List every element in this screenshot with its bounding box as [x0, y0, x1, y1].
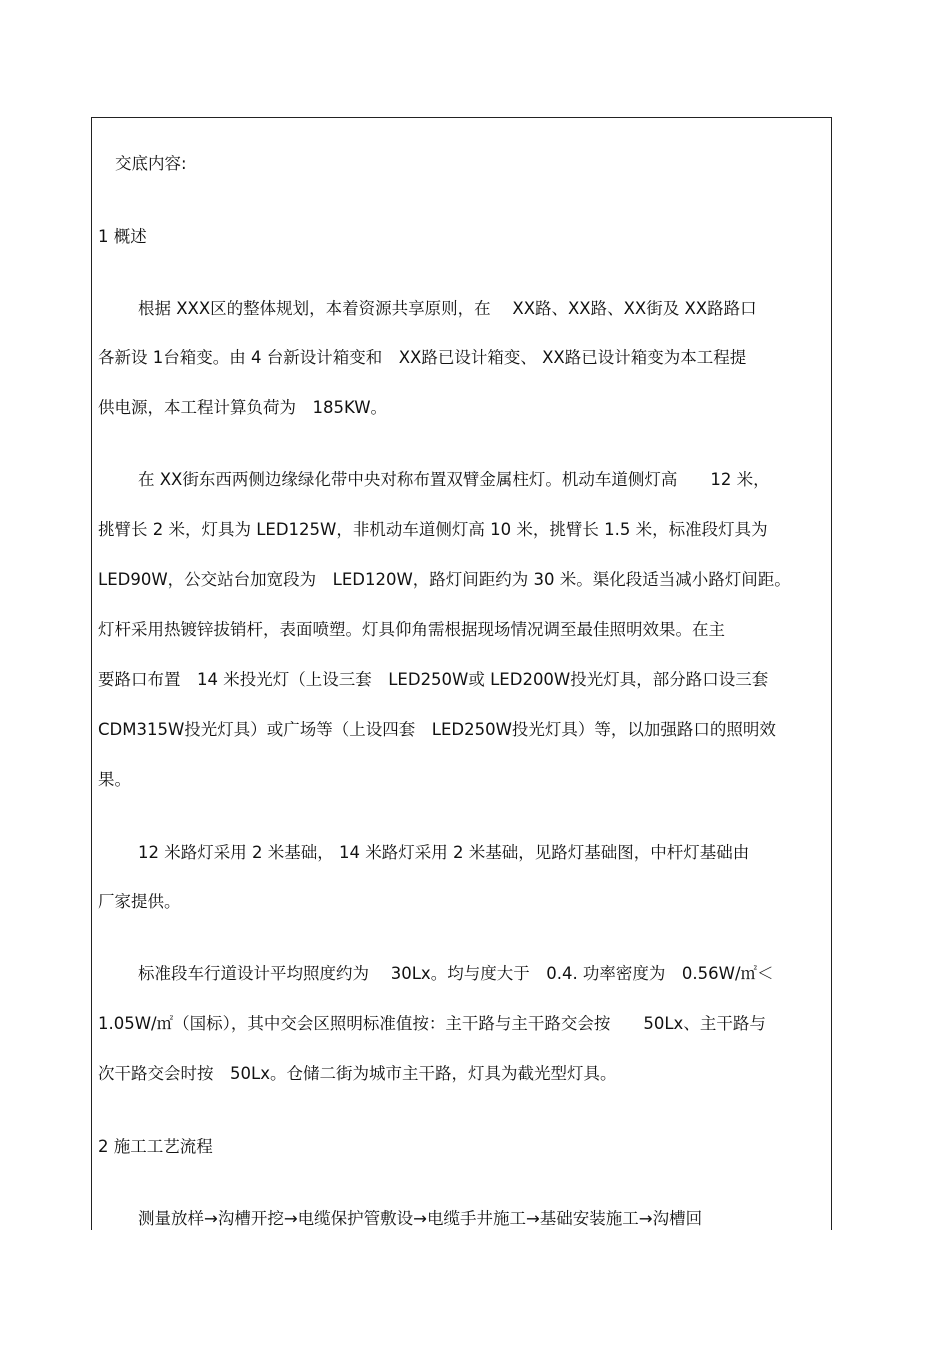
paragraph-line: 次干路交会时按 50Lx。仓储二街为城市主干路，灯具为截光型灯具。	[98, 1064, 617, 1083]
process-flow-line: 测量放样→沟槽开挖→电缆保护管敷设→电缆手井施工→基础安装施工→沟槽回	[138, 1209, 703, 1228]
paragraph-line: 灯杆采用热镀锌拔销杆，表面喷塑。灯具仰角需根据现场情况调至最佳照明效果。在主	[98, 620, 725, 639]
paragraph-line: 标准段车行道设计平均照度约为 30Lx。均与度大于 0.4. 功率密度为 0.56W/㎡＜	[138, 964, 774, 983]
paragraph-line: 根据 XXX区的整体规划，本着资源共享原则，在 XX路、XX路、XX街及 XX路路口	[138, 299, 757, 318]
paragraph-line: 果。	[98, 770, 131, 789]
paragraph-line: 供电源，本工程计算负荷为 185KW。	[98, 398, 388, 417]
paragraph-line: 在 XX街东西两侧边缘绿化带中央对称布置双臂金属柱灯。机动车道侧灯高 12 米，	[138, 470, 770, 489]
heading: 交底内容:	[115, 154, 187, 173]
paragraph-line: CDM315W投光灯具）或广场等（上设四套 LED250W投光灯具）等，以加强路口的照明效	[98, 720, 776, 739]
section-title-overview: 1 概述	[98, 227, 147, 246]
paragraph-line: 厂家提供。	[98, 892, 181, 911]
paragraph-line: 1.05W/㎡（国标），其中交会区照明标准值按：主干路与主干路交会按 50Lx、主干路与	[98, 1014, 766, 1033]
section-title-process: 2 施工工艺流程	[98, 1137, 213, 1156]
paragraph-line: 挑臂长 2 米，灯具为 LED125W，非机动车道侧灯高 10 米，挑臂长 1.5 米，标准段灯具为	[98, 520, 768, 539]
paragraph-line: LED90W，公交站台加宽段为 LED120W，路灯间距约为 30 米。渠化段适当减小路灯间距。	[98, 570, 791, 589]
paragraph-line: 各新设 1台箱变。由 4 台新设计箱变和 XX路已设计箱变、 XX路已设计箱变为本工程提	[98, 348, 747, 367]
paragraph-line: 12 米路灯采用 2 米基础， 14 米路灯采用 2 米基础，见路灯基础图，中杆灯基础由	[138, 843, 750, 862]
paragraph-line: 要路口布置 14 米投光灯（上设三套 LED250W或 LED200W投光灯具，部分路口设三套	[98, 670, 769, 689]
